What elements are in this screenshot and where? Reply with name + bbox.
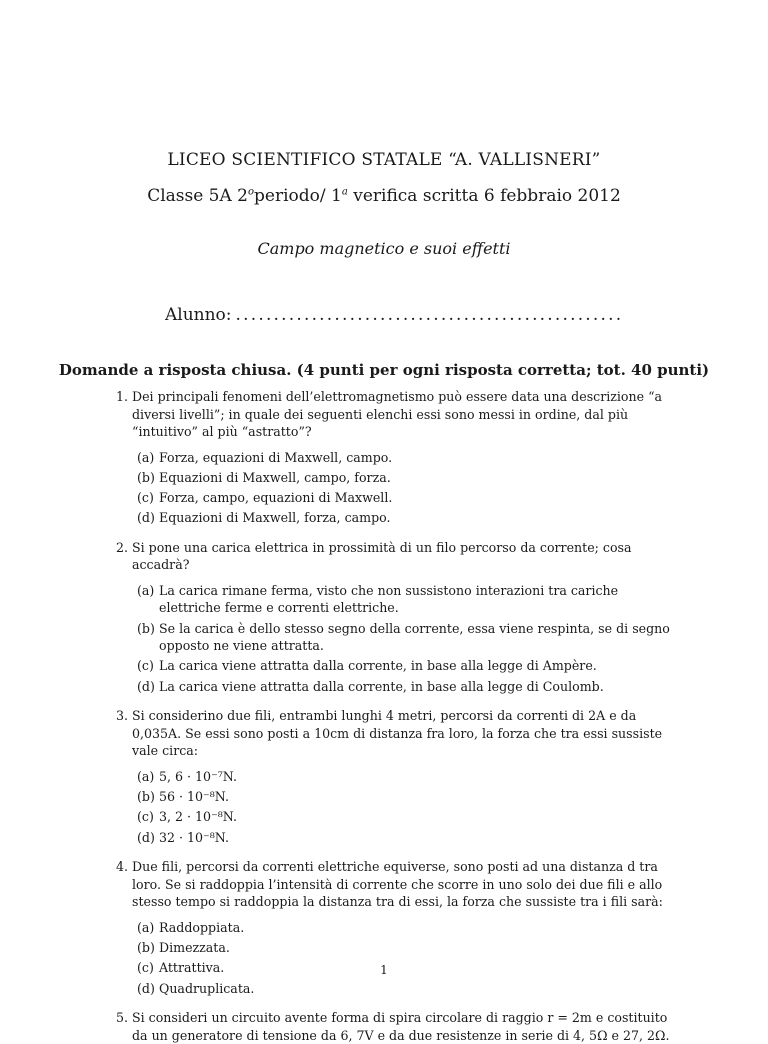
- test-text: verifica scritta 6 febbraio 2012: [347, 186, 621, 206]
- question-text: Si considerino due fili, entrambi lunghi 4 metri, percorsi da correnti di 2A e da 0,035A. Se essi sono posti a 10cm di distanza fra loro, la forza che tra essi sussiste vale circa:: [132, 708, 663, 759]
- question-number: 2.: [116, 539, 129, 555]
- answer-option: [137, 489, 676, 507]
- option-text: Equazioni di Maxwell, campo, forza.: [159, 469, 391, 485]
- question-text: Si pone una carica elettrica in prossimità di un filo percorso da corrente; cosa accadrà?: [132, 539, 632, 573]
- student-name-line: [165, 305, 625, 325]
- class-prefix: Classe 5A 2: [147, 186, 248, 206]
- section-title: Domande a risposta chiusa. (4 punti per ogni risposta corretta; tot. 40 punti): [58, 361, 710, 379]
- option-text: Dimezzata.: [159, 939, 230, 955]
- question-item: [116, 539, 676, 695]
- answer-options: [137, 449, 676, 527]
- option-text: 5, 6 · 10⁻⁷N.: [159, 768, 237, 784]
- option-letter: (c): [137, 490, 154, 506]
- school-name: LICEO SCIENTIFICO STATALE “A. VALLISNERI”: [167, 150, 601, 170]
- answer-option: [137, 582, 676, 617]
- option-text: La carica viene attratta dalla corrente, in base alla legge di Coulomb.: [159, 678, 604, 694]
- option-text: 3, 2 · 10⁻⁸N.: [159, 809, 237, 825]
- option-letter: (a): [137, 582, 155, 598]
- question-item: [116, 388, 676, 527]
- option-letter: (a): [137, 449, 155, 465]
- student-label: Alunno:: [165, 305, 232, 325]
- answer-options: [137, 919, 676, 997]
- option-letter: (c): [137, 658, 154, 674]
- student-name-blank: ...................................................: [235, 305, 624, 325]
- option-letter: (d): [137, 980, 155, 996]
- answer-option: [137, 919, 676, 937]
- class-period-line: [0, 186, 768, 206]
- option-letter: (a): [137, 919, 155, 935]
- option-letter: (d): [137, 829, 155, 845]
- question-item: [116, 1009, 676, 1044]
- question-number: 5.: [116, 1010, 129, 1026]
- option-text: La carica viene attratta dalla corrente, in base alla legge di Ampère.: [159, 658, 597, 674]
- option-letter: (b): [137, 620, 155, 636]
- answer-option: [137, 980, 676, 998]
- option-text: Raddoppiata.: [159, 919, 245, 935]
- answer-option: [137, 808, 676, 826]
- option-letter: (d): [137, 510, 155, 526]
- option-letter: (b): [137, 939, 155, 955]
- answer-option: [137, 509, 676, 527]
- question-text: Dei principali fenomeni dell’elettromagnetismo può essere data una descrizione “a diversi livelli”; in quale dei seguenti elenchi essi sono messi in ordine, dal più “intuitivo” al più “astratto”?: [132, 389, 663, 439]
- answer-option: [137, 678, 676, 696]
- answer-option: [137, 657, 676, 675]
- option-letter: (d): [137, 678, 155, 694]
- option-text: Equazioni di Maxwell, forza, campo.: [159, 510, 391, 526]
- answer-option: [137, 469, 676, 487]
- question-list: [116, 388, 676, 1044]
- period-superscript: o: [248, 186, 255, 198]
- option-letter: (b): [137, 789, 155, 805]
- exam-topic: Campo magnetico e suoi effetti: [257, 239, 511, 258]
- question-number: 4.: [116, 859, 129, 875]
- question-text: Si consideri un circuito avente forma di spira circolare di raggio r = 2m e costituito da un generatore di tensione da 6, 7V e da due resistenze in serie di 4, 5Ω e 27, 2Ω.: [132, 1010, 670, 1043]
- period-text: periodo/ 1: [254, 186, 342, 206]
- option-text: Se la carica è dello stesso segno della corrente, essa viene respinta, se di segno opposto ne viene attratta.: [159, 620, 670, 654]
- question-number: 1.: [116, 389, 129, 404]
- question-number: 3.: [116, 708, 129, 724]
- option-letter: (a): [137, 768, 155, 784]
- answer-option: [137, 939, 676, 957]
- option-text: Attrattiva.: [159, 960, 225, 976]
- question-item: [116, 707, 676, 846]
- answer-option: [137, 829, 676, 847]
- answer-option: [137, 449, 676, 467]
- option-text: La carica rimane ferma, visto che non sussistono interazioni tra cariche elettriche ferme e correnti elettriche.: [159, 582, 619, 616]
- question-text: Due fili, percorsi da correnti elettriche equiverse, sono posti ad una distanza d tra loro. Se si raddoppia l’intensità di corrente che scorre in uno solo dei due fili e allo stesso tempo si raddoppia la distanza tra di essi, la forza che sussiste tra i fili sarà:: [132, 859, 663, 910]
- answer-options: [137, 768, 676, 846]
- answer-options: [137, 582, 676, 695]
- option-letter: (c): [137, 809, 154, 825]
- answer-option: [137, 620, 676, 655]
- option-letter: (c): [137, 960, 154, 976]
- option-text: 32 · 10⁻⁸N.: [159, 829, 229, 845]
- option-text: 56 · 10⁻⁸N.: [159, 789, 229, 805]
- answer-option: [137, 768, 676, 786]
- option-text: Forza, equazioni di Maxwell, campo.: [159, 449, 393, 465]
- option-letter: (b): [137, 469, 155, 485]
- option-text: Forza, campo, equazioni di Maxwell.: [159, 490, 393, 506]
- answer-option: [137, 788, 676, 806]
- option-text: Quadruplicata.: [159, 980, 255, 996]
- test-superscript: a: [341, 186, 348, 198]
- page-number: 1: [380, 963, 388, 977]
